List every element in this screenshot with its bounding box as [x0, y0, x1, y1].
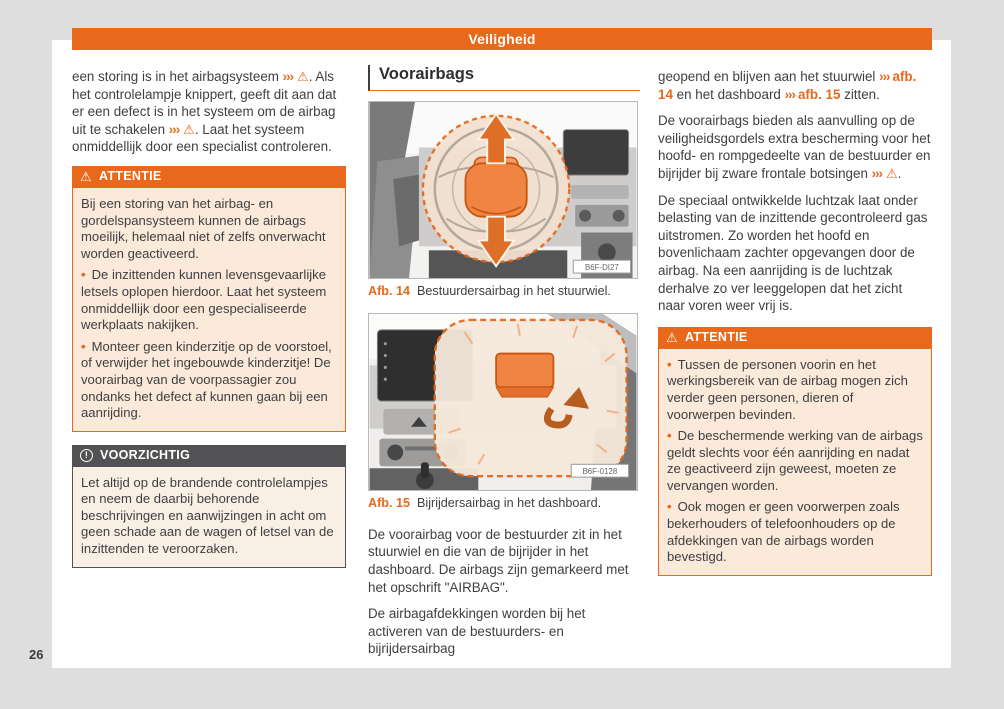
ref-arrows-icon: ›››: [168, 121, 180, 137]
figure-15: [368, 313, 640, 513]
attention-bullet-item: • De inzittenden kunnen levensgevaarlijke letsels oplopen hierdoor. Laat het systeem onmiddellijk door een gespecialiseerde werkplaats nakijken.: [81, 267, 327, 333]
attention-box-body: [658, 349, 932, 576]
body-paragraph: De voorairbag voor de bestuurder zit in het stuurwiel en die van de bijrijder in het dashboard. De airbags zijn gemarkeerd met het opschrift "AIRBAG".: [368, 526, 629, 595]
intro-text-3: . Laat het systeem onmiddellijk door een specialist controleren.: [72, 121, 332, 155]
attention-bullet-item: • Tussen de personen voorin en het werkingsbereik van de airbag mogen zich verder geen personen, dieren of voorwerpen bevinden.: [667, 356, 908, 422]
warning-triangle-icon: ⚠: [297, 69, 309, 84]
figure-14-illustration: [368, 101, 638, 279]
attention-bullet-item: • Ook mogen er geen voorwerpen zoals bekerhouders of telefoonhouders op de afdekkingen van de airbags worden bevestigd.: [667, 499, 900, 565]
page-number: 26: [29, 647, 44, 662]
body-paragraph: De airbagafdekkingen worden bij het activeren van de bestuurders- en bijrijdersairbag: [368, 606, 586, 657]
caution-title: VOORZICHTIG: [100, 447, 191, 462]
intro-text-2: . Als het controlelampje knippert, geeft dit aan dat er een defect is in het systeem om de airbag uit te schakelen: [72, 69, 337, 137]
warning-triangle-icon: ⚠: [183, 121, 195, 137]
ref-arrows-icon: ›››: [871, 165, 883, 181]
attention-paragraph: Bij een storing van het airbag- en gordelspansysteem kunnen de airbags moeilijk, helemaal niet of zelfs onverwacht worden geactiveerd.: [81, 195, 326, 261]
warning-triangle-icon: ⚠: [666, 329, 678, 345]
chapter-title: Veiligheid: [468, 31, 536, 47]
caution-paragraph: Let altijd op de brandende controlelampjes en neem de daarbij behorende beschrijvingen en aanwijzingen in acht om geen schade aan de wagen of letsel van de inzittenden te veroorzaken.: [81, 474, 334, 557]
caution-box-body: [72, 467, 346, 568]
bullet-icon: •: [81, 338, 86, 354]
bullet-icon: •: [667, 428, 672, 444]
intro-paragraph: [72, 68, 346, 156]
figure-15-reference: afb. 15: [797, 86, 841, 102]
body-paragraph: geopend en blijven aan het stuurwiel ››› afb. 14 en het dashboard ››› afb. 15 zitten.: [658, 69, 917, 102]
section-heading: Voorairbags: [368, 65, 640, 91]
manual-page: [52, 31, 951, 668]
figure-14-reference: afb. 14: [658, 69, 917, 102]
warning-triangle-icon: ⚠: [80, 169, 92, 185]
intro-text-1: een storing is in het airbagsysteem: [72, 69, 283, 84]
middle-column: [368, 65, 640, 667]
figure-15-code: B6F-0128: [582, 467, 618, 477]
caution-circle-icon: !: [80, 449, 93, 462]
attention-title: ATTENTIE: [98, 169, 162, 184]
attention-box-body: [72, 188, 346, 432]
caution-box-header: [72, 445, 346, 467]
ref-arrows-icon: ›››: [784, 86, 795, 102]
left-column: [72, 68, 346, 581]
figure-15-illustration: [368, 313, 638, 491]
warning-triangle-icon: ⚠: [886, 165, 898, 181]
figure-14: [368, 101, 640, 301]
bullet-icon: •: [81, 267, 86, 283]
figure-15-label: Afb. 15: [368, 496, 410, 511]
bullet-icon: •: [667, 356, 672, 372]
attention-bullet-item: • Monteer geen kinderzitje op de voorstoel, of verwijder het ingebouwde kinderzitje! De voorairbag van de voorpassagier zou ondanks het defect af kunnen gaan bij een aanrijding.: [81, 338, 332, 421]
ref-arrows-icon: ›››: [879, 69, 890, 84]
bullet-icon: •: [667, 499, 672, 515]
chapter-header-bar: [72, 28, 932, 50]
attention-box-right: [658, 327, 932, 576]
figure-15-caption: Afb. 15 Bijrijdersairbag in het dashboard.: [368, 496, 602, 511]
attention-title: ATTENTIE: [684, 329, 748, 344]
figure-14-caption: Afb. 14 Bestuurdersairbag in het stuurwiel.: [368, 283, 611, 298]
right-column: [658, 68, 932, 589]
attention-box-header: [658, 327, 932, 349]
ref-arrows-icon: ›››: [282, 69, 294, 84]
body-paragraph: De voorairbags bieden als aanvulling op de veiligheidsgordels extra bescherming voor het hoofd- en rompgedeelte van de bestuurder en bijrijder bij zware frontale botsingen ››› ⚠.: [658, 113, 931, 181]
body-paragraph: De speciaal ontwikkelde luchtzak laat onder belasting van de inzittende gecontroleerd gas uitstromen. Zo worden het hoofd en bovenlichaam zachter opgevangen door de airbag. Na een aanrijding is de luchtzak derhalve zo ver leeggelopen dat het zicht naar voren weer vrij is.: [658, 192, 928, 314]
attention-box-left: [72, 166, 346, 432]
caution-box: [72, 445, 346, 568]
attention-bullet-item: • De beschermende werking van de airbags geldt slechts voor één aanrijding en nadat ze geactiveerd zijn geweest, moeten ze vervangen worden.: [667, 428, 923, 493]
figure-14-label: Afb. 14: [368, 283, 410, 298]
attention-box-header: [72, 166, 346, 188]
figure-14-code: B6F-DI27: [584, 262, 619, 272]
